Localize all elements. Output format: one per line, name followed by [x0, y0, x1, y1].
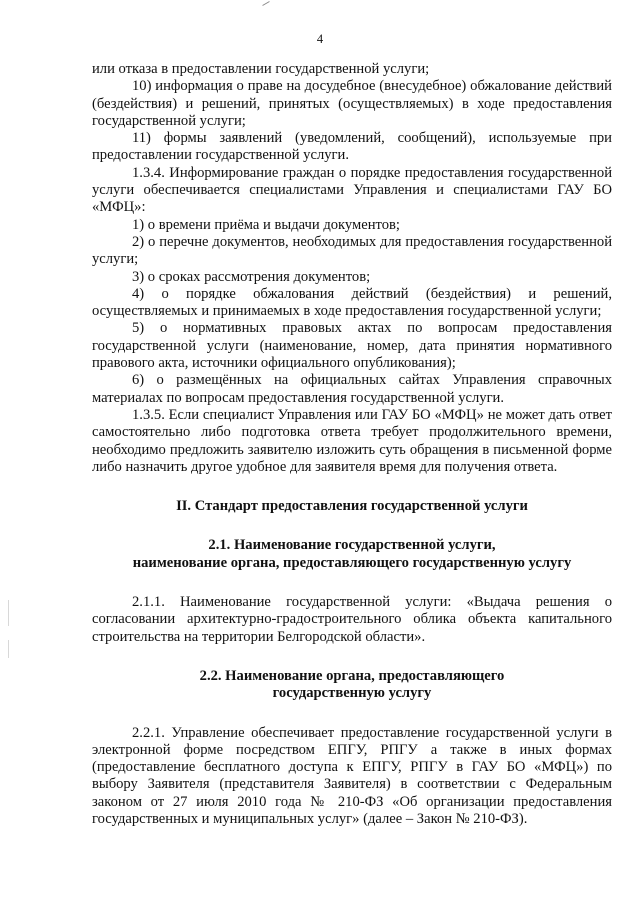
subsection-title-line: 2.1. Наименование государственной услуги,	[208, 537, 496, 554]
subsection-title	[92, 537, 612, 572]
paragraph: 10) информация о праве на досудебное (внесудебное) обжалование действий (бездействия) и решений, принятых (осуществляемых) в ходе предоставления государственной услуги;	[92, 78, 612, 129]
paragraph: 2.1.1. Наименование государственной услуги: «Выдача решения о согласовании архитектурно-градостроительного облика объекта капитального строительства на территории Белгородской области».	[92, 594, 612, 645]
paragraph: 4) о порядке обжалования действий (бездействия) и решений, осуществляемых и принимаемых в ходе предоставления государственной услуги;	[92, 285, 612, 320]
paragraph: или отказа в предоставлении государственной услуги;	[92, 61, 430, 77]
paragraph: 1.3.5. Если специалист Управления или ГАУ БО «МФЦ» не может дать ответ самостоятельно либо подготовка ответа требует продолжительного времени, необходимо предложить заявителю изложить суть обращения в письменной форме либо назначить другое удобное для заявителя время для получения ответа.	[92, 406, 612, 475]
subsection-title-line: государственную услугу	[272, 685, 432, 702]
paragraph: 3) о сроках рассмотрения документов;	[132, 268, 371, 285]
scan-edge-mark	[8, 600, 9, 626]
paragraph: 1.3.4. Информирование граждан о порядке предоставления государственной услуги обеспечивается специалистами Управления и специалистами ГАУ БО «МФЦ»:	[92, 164, 612, 216]
page-number: 4	[316, 32, 324, 46]
paragraph: 11) формы заявлений (уведомлений, сообщений), используемые при предоставлении государственной услуги.	[92, 130, 612, 164]
section-title: II. Стандарт предоставления государственной услуги	[176, 498, 528, 515]
paragraph: 6) о размещённых на официальных сайтах Управления справочных материалах по вопросам предоставления государственной услуги.	[92, 372, 612, 406]
subsection-title-line: 2.2. Наименование органа, предоставляющего	[199, 667, 505, 684]
document-body	[92, 61, 612, 828]
subsection-title	[92, 668, 612, 703]
scan-artifact	[262, 1, 269, 6]
paragraph: 5) о нормативных правовых актах по вопросам предоставления государственной услуги (наименование, номер, дата принятия нормативного правового акта, источники официального опубликования);	[92, 320, 612, 372]
paragraph: 1) о времени приёма и выдачи документов;	[132, 216, 400, 233]
paragraph: 2) о перечне документов, необходимых для предоставления государственной услуги;	[92, 233, 612, 268]
paragraph: 2.2.1. Управление обеспечивает предоставление государственной услуги в электронной форме посредством ЕПГУ, РПГУ а также в иных формах (предоставление бесплатного доступа к ЕПГУ, РПГУ в ГАУ БО «МФЦ») по выбору Заявителя (представителя Заявителя) в соответствии с Федеральным законом от 27 июля 2010 года № 210-ФЗ «Об организации предоставления государственных и муниципальных услуг» (далее – Закон № 210-ФЗ).	[92, 724, 612, 827]
scan-edge-mark	[8, 640, 9, 658]
subsection-title-line: наименование органа, предоставляющего государственную услугу	[132, 554, 572, 571]
